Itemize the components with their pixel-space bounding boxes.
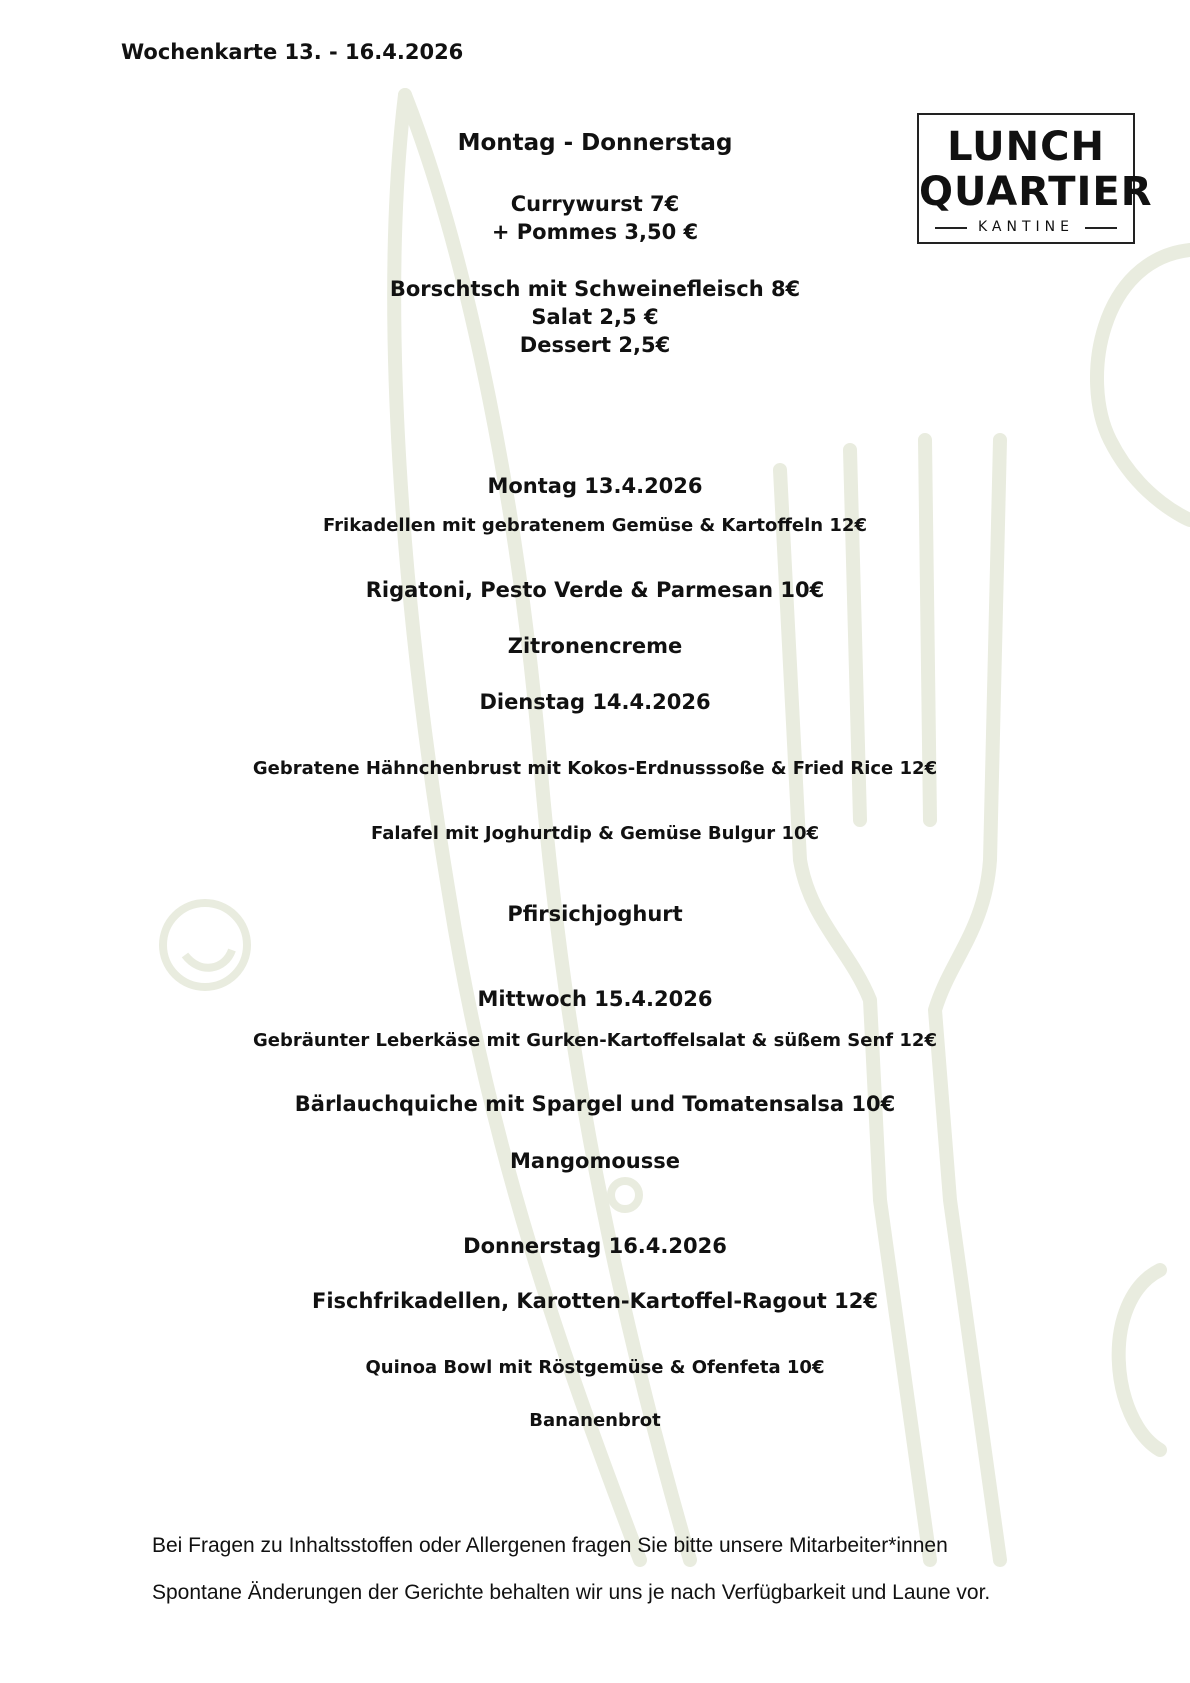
- dish-veggie: Rigatoni, Pesto Verde & Parmesan 10€: [365, 578, 825, 602]
- logo-line-2: QUARTIER: [919, 169, 1153, 215]
- allergen-note: Bei Fragen zu Inhaltsstoffen oder Allergenen fragen Sie bitte unsere Mitarbeiter*innen: [152, 1534, 948, 1557]
- dish-main: Frikadellen mit gebratenem Gemüse & Kartoffeln 12€: [323, 515, 867, 536]
- page-title: Wochenkarte 13. - 16.4.2026: [121, 40, 464, 64]
- weekly-item: + Pommes 3,50 €: [491, 220, 699, 244]
- dish-veggie: Falafel mit Joghurtdip & Gemüse Bulgur 10€: [370, 823, 820, 844]
- weekly-item: Currywurst 7€: [510, 192, 680, 216]
- dish-veggie: Quinoa Bowl mit Röstgemüse & Ofenfeta 10€: [365, 1357, 825, 1378]
- weekly-heading: Montag - Donnerstag: [457, 130, 733, 156]
- dish-main: Fischfrikadellen, Karotten-Kartoffel-Ragout 12€: [311, 1289, 878, 1313]
- dessert: Mangomousse: [510, 1149, 680, 1173]
- weekly-item: Dessert 2,5€: [519, 333, 671, 357]
- weekly-item: Borschtsch mit Schweinefleisch 8€: [389, 277, 801, 301]
- day-heading-thursday: Donnerstag 16.4.2026: [463, 1234, 727, 1258]
- dish-veggie: Bärlauchquiche mit Spargel und Tomatensalsa 10€: [294, 1092, 896, 1116]
- dessert: Pfirsichjoghurt: [507, 902, 683, 926]
- changes-note: Spontane Änderungen der Gerichte behalten wir uns je nach Verfügbarkeit und Laune vor.: [152, 1581, 991, 1604]
- dessert: Bananenbrot: [529, 1410, 661, 1431]
- day-heading-tuesday: Dienstag 14.4.2026: [479, 690, 711, 714]
- dish-main: Gebratene Hähnchenbrust mit Kokos-Erdnusssoße & Fried Rice 12€: [252, 758, 938, 779]
- logo-line-3: KANTINE: [978, 219, 1074, 235]
- day-heading-monday: Montag 13.4.2026: [487, 474, 703, 498]
- logo-line-1: LUNCH: [947, 124, 1105, 170]
- day-heading-wednesday: Mittwoch 15.4.2026: [477, 987, 713, 1011]
- dish-main: Gebräunter Leberkäse mit Gurken-Kartoffelsalat & süßem Senf 12€: [253, 1030, 937, 1051]
- weekly-item: Salat 2,5 €: [531, 305, 659, 329]
- dessert: Zitronencreme: [507, 634, 683, 658]
